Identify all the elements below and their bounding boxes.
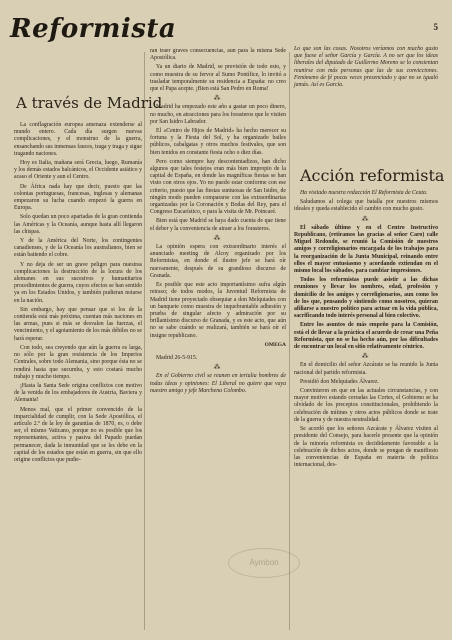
paragraph: Ha visitado nuestra redacción El Reformista de Ceuta. xyxy=(300,190,428,196)
paragraph: Sin embargo, hay que pensar que si los de la contienda está más próxima, cuentan más naciones en las armas, pues si más se desvalen las fuerzas, el vencimiento, y el agotamiento de los más débiles no se hará esperar. xyxy=(14,306,142,342)
paragraph: Madrid ha empezado este año a gastar un poco dinero, no mucho, en atracciones para los forasteros que le visiten por San Isidro Labrador. xyxy=(150,104,286,125)
paragraph: Convinieron en que en las actuales circunstancias, y con mayor motivo estando cerradas las Cortes, el Gobierno se ha olvidado de los preceptos constitucionales, prohibiendo la celebración de mítines y otros actos públicos donde se trate de la guerra y de nuestra neutralidad. xyxy=(294,388,438,423)
article-accion-body xyxy=(294,190,438,471)
paragraph: El «Centro de Hijos de Madrid» ha hecho merecer su fortuna y la Fiesta del Sol, y ha organizado bailes públicos, cabalgatas y otros muchos festivales, que son bien tenidos en constante fiesta ocho o diez días. xyxy=(150,128,286,156)
section-separator: ⁂ xyxy=(361,352,371,361)
archive-stamp-watermark: Aymbon xyxy=(228,548,300,578)
page-number: 5 xyxy=(433,22,438,32)
article-madrid-body xyxy=(14,122,142,466)
article-top-continued xyxy=(294,46,438,91)
paragraph: Saludamos al colega que batalla por nuestros mismos ideales y queda establecido el cambio con mucho gusto. xyxy=(294,199,438,213)
paragraph: Con todo, sea creyendo que aún la guerra es larga, no sólo por la gran resistencia de los Imperios Centrales, sobre todo Alemania, sino porque ésta no se rendirá hasta que sucumba, y esto costará mucho trabajo y mucho tiempo. xyxy=(14,344,142,380)
section-separator: ⁂ xyxy=(213,233,223,242)
paragraph: Bien está que Madrid se haya dado cuenta de que tiene el deber y la conveniencia de atraer a los forasteros. xyxy=(150,218,286,232)
paragraph: Se acordó que los señores Azcárate y Álvarez visiten al presidente del Consejo, para hacerle presente que la opinión de la minoría reformista es decididamente favorable a la celebración de dichos actos, donde se pongan de manifiesto las conveniencias de España en materia de política internacional, des- xyxy=(294,426,438,469)
paragraph: El sábado último y en el Centro Instructivo Republicano, (retiramos las gracias al señor Caro) calle Miguel Redondo, se reunió la Comisión de nuestros amigos y correligionarios encargada de los trabajos para la reorganización de la Junta Municipal, reinando entre ellos el mayor entusiasmo y acordando extiendan en el mismo local los sábados, para cambiar impresiones. xyxy=(294,224,438,275)
paragraph: Es posible que este acto importantísimo sufra algún retraso; de todos modos, la Juventud Reformista de Madrid tiene proyectado obsequiar a don Melquiades con un banquete como muestra de inquebrantable adhesión y prueba de singular afecto y admiración por su brillantísimo discurso de Granada, y es este acto, que aún no se sabe cuándo se realizará, también se hará oír el insigne republicano. xyxy=(150,282,286,339)
paragraph: La opinión espera con extraordinario interés el anunciado meeting de Alcoy organizado por los Reformistas, en donde el ilustre jefe se hará oír nuevamente, después de su grandioso discurso de Granada. xyxy=(150,244,286,279)
section-separator: ⁂ xyxy=(213,363,223,372)
paragraph: Solo quedan un poco apartadas de la gran contienda las Américas y la Oceanía, aunque hasta allí llegaron las chispas. xyxy=(14,214,142,235)
article-title-accion: Acción reformista xyxy=(300,166,445,185)
paragraph: Menos mal, que el primer convencido de la imparcialidad de cumplir, con la Sede Apostólica, el artículo 2.º de la ley de garantías de 1870, es, o debe ser, el mismo Vaticano, porque no es posible que los representantes, activa y pasiva del Papado puedan permanecer, dada la inmunidad que se les debe en la capital de los estados que están en guerra, sin que ello origine conflictos que pudie- xyxy=(14,406,142,463)
paragraph: Ya un diario de Madrid, se previsión de todo esto, y como muestra de su fervor al Sumo Pontífice, lo invitó a trasladar temporalmente su residencia a España: no creo que el Papa acepte. ¡Bien está San Pedro en Roma! xyxy=(150,64,286,93)
paragraph: En el domicilio del señor Azcárate se ha reunido la Junta nacional del partido reformista. xyxy=(294,362,438,376)
column-divider xyxy=(289,52,290,630)
paragraph: Hoy es Italia, mañana será Grecia, luego, Rumanía y los demás estados balcánicos, el Occidente asiático y acaso el Oriente y aun el Centro. xyxy=(14,160,142,181)
paragraph: Presidió don Melquiades Álvarez. xyxy=(300,378,379,385)
paragraph: ¡Hasta la Santa Sede origina conflictos con motivo de la venida de los embajadores de Austria, Baviera y Alemania! xyxy=(14,382,142,404)
paragraph: Lo que son las cosas. Nosotros veríamos con mucho gusto que fuese el señor García y García. A no ser que los ideas liberales del diputado de Guillermo Moreno se lo consientan reunirse con más personas que las de sus convicciones. Fenómeno de fé pocas veces presenciado y que no se igualó jamás. Así es García. xyxy=(294,46,438,89)
paragraph: La conflagración europea amenaza extenderse al mundo entero. Cada día surgen nuevas complicaciones, y el monstruo de la guerra, ensanchando sus inmensas fauces, traga y traga y sigue tragando naciones. xyxy=(14,122,142,157)
paragraph: Entre los asuntos de más empeño para la Comisión, está el de llevar a la práctica el acuerdo de crear una Peña Reformista, que no se ha hecho aún, por las dificultades de encontrar un local en sitio relativamente céntrico. xyxy=(294,322,438,351)
article-madrid-continued xyxy=(150,48,286,397)
paragraph: Pero como siempre hay descontentadizos, han dicho algunos que tales festejos eran más bien impropio de la capital de España, en donde las magníficas fiestas se han visto con otros ojos. Yo no puedo estar conforme con ese criterio, puesto que las fiestas suntuosas de San Isidro, de ningún modo pueden compararse con las extraordinarias organizadas por la Coronación y Bodas del Rey, para el Congreso Eucarístico, o para la visita de Mr. Poincaré. xyxy=(150,158,286,216)
paragraph: Y de la América del Norte, los contingentes canadienses, y de la Oceanía los australianos, bien se están batiendo el cobre. xyxy=(14,238,142,259)
dateline: Madrid 26-5-915. xyxy=(156,354,198,361)
paragraph: De África nada hay que decir, puesto que las colonias portuguesas, francesas, inglesas y alemanas empezaron su lucha cuando empezó la guerra en Europa. xyxy=(14,183,142,212)
paragraph: ran traer graves consecuencias, aun para la misma Sede Apostólica. xyxy=(150,48,286,62)
signature: OMEGA xyxy=(264,341,286,348)
section-separator: ⁂ xyxy=(361,214,371,223)
paragraph: Y no deja de ser un grave peligro para nuestras complicaciones la destrucción de la locura de los alemanes en sus sucesivos y humanitarios procedimientos de guerra, cuyos efectos se han sentido ya en los Estados Unidos, y también pudieran notarse en la nación. xyxy=(14,261,142,304)
section-separator: ⁂ xyxy=(213,94,223,103)
masthead-logo: Reformista xyxy=(10,14,177,44)
article-title-madrid: A través de Madrid xyxy=(16,94,163,112)
paragraph: En el Gobierno civil se reunen en tertulia hombres de todas ideas y opiniones: El Liberal no quiere que vaya nuestro amigo y jefe Marchena Colombo. xyxy=(150,373,286,394)
paragraph: Todos los reformistas puede asistir a las dichas reuniones y llevar los nombres, edad, profesión y domicilio de los amigos y correligionarios, aun como los de los que, pensando y sintiendo como nosotros, quieran afiliarse a nuestro político para actuar en la vida pública, sacrificando todo interés personal al bien colectivo. xyxy=(294,277,438,320)
column-divider xyxy=(144,52,145,630)
